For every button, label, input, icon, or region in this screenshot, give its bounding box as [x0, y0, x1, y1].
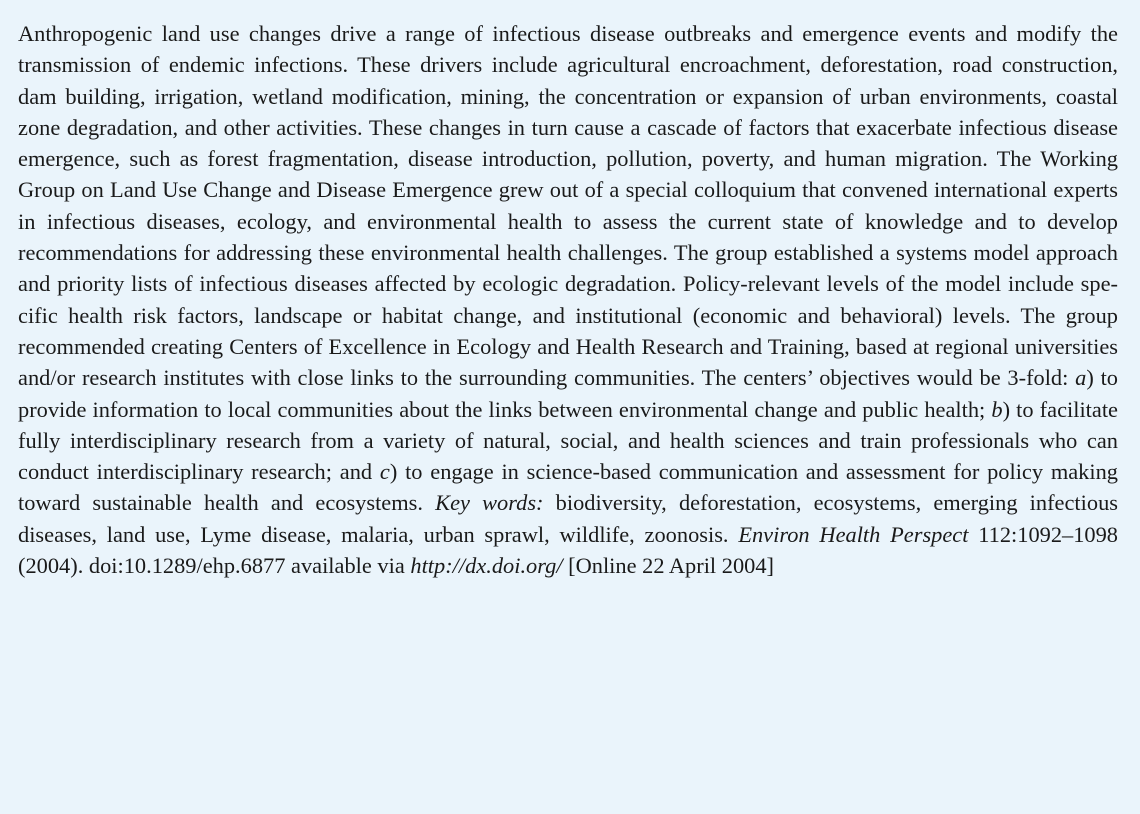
journal-name: Environ Health Perspect [738, 521, 969, 547]
item-a-marker: a [1075, 365, 1087, 391]
citation-text: 112:1092–1098 (2004). doi:10.1289/ehp.6877 available via [18, 521, 1119, 579]
item-c-text: ) to engage in science-based communication and assessment for policy making toward sustainable health and ecosystems. [18, 459, 1118, 516]
abstract-body: Anthropogenic land use changes drive a range of infectious disease outbreaks and emergence events and modify the transmission of endemic infections. These drivers include agricultural encroachment, deforestation, road construction, dam building, irrigation, wetland modification, mining, the concentration or expansion of urban environments, coastal zone degradation, and other activities. These changes in turn cause a cascade of factors that exacerbate infectious disease emergence, such as forest fragmentation, disease introduction, pollution, poverty, and human migration. The Working Group on Land Use Change and Disease Emergence grew out of a special colloquium that convened international experts in infectious diseases, ecology, and environmental health to assess the current state of knowledge and to develop recommendations for addressing these environmental health challenges. The group established a systems model approach and priority lists of infectious diseases affected by ecologic degradation. Policy-relevant levels of the model include specific health risk factors, landscape or habitat change, and institutional (economic and behavioral) levels. The group recommended creating Centers of Excellence in Ecology and Health Research and Training, based at regional universities and/or research institutes with close links to the surrounding communities. The centers’ objectives would be 3-fold: [18, 21, 1118, 391]
doi-link[interactable]: http://dx.doi.org/ [410, 553, 563, 579]
abstract-paragraph [18, 18, 1118, 581]
item-a-text: ) to provide information to local communities about the links between environmental change and public health; [18, 365, 1118, 422]
online-date: [Online 22 April 2004] [562, 553, 774, 579]
item-b-marker: b [991, 396, 1003, 422]
keywords-label: Key words: [435, 490, 544, 516]
item-b-text: ) to facilitate fully interdisciplinary research from a variety of natural, social, and health sciences and train professionals who can conduct interdisciplinary research; and [18, 396, 1118, 485]
item-c-marker: c [379, 459, 390, 485]
keywords-list: biodiversity, deforestation, ecosystems, emerging infectious diseases, land use, Lyme disease, malaria, urban sprawl, wildlife, zoonosis. [18, 490, 1118, 547]
